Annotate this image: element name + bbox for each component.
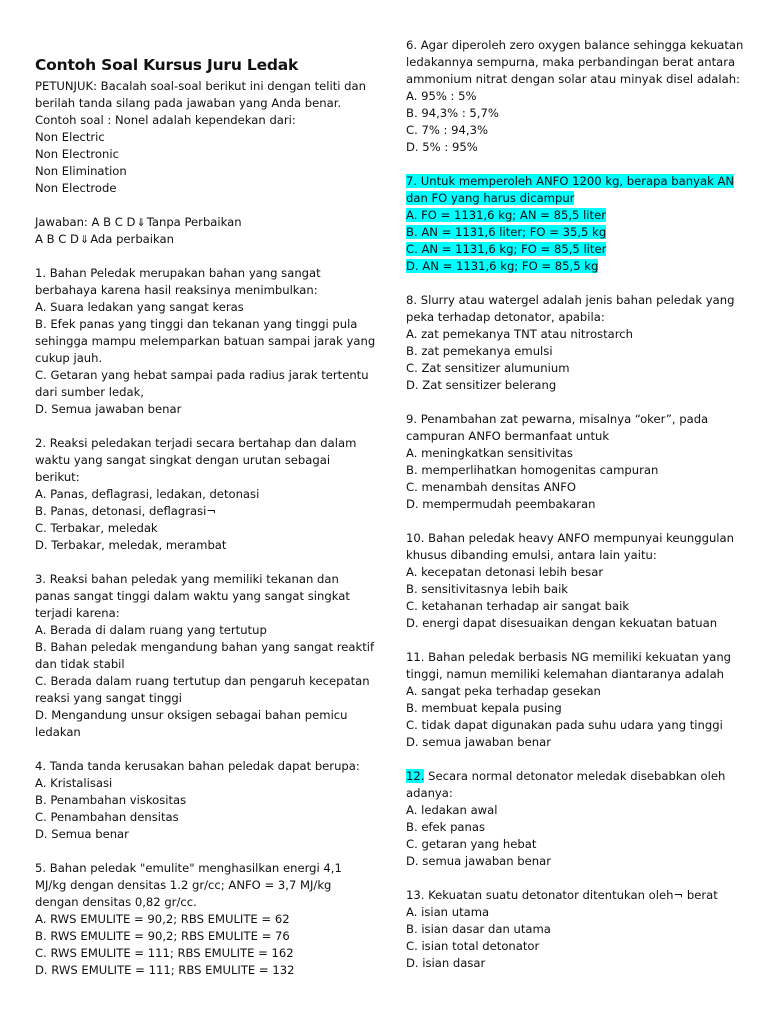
answer-option: A. Suara ledakan yang sangat keras: [35, 300, 244, 314]
answer-option: D. 5% : 95%: [406, 140, 478, 154]
question-6: [406, 37, 756, 156]
answer-option: C. Zat sensitizer alumunium: [406, 361, 570, 375]
answer-option: A. 95% : 5%: [406, 89, 477, 103]
answer-option: D. Semua benar: [35, 827, 129, 841]
answer-option: B. RWS EMULITE = 90,2; RBS EMULITE = 76: [35, 929, 290, 943]
answer-key-suffix: Tanpa Perbaikan: [146, 215, 242, 229]
answer-option: A. kecepatan detonasi lebih besar: [406, 565, 604, 579]
question-stem: 11. Bahan peledak berbasis NG memiliki kekuatan yang: [406, 650, 732, 664]
example-option: Non Elimination: [35, 164, 127, 178]
answer-option: D. Mengandung unsur oksigen sebagai bahan pemicu: [35, 708, 348, 722]
down-arrow-icon: ⇓: [136, 216, 146, 229]
answer-option: C. getaran yang hebat: [406, 837, 537, 851]
question-number-highlighted: 12.: [406, 769, 425, 783]
question-5: [35, 860, 370, 979]
example-question: Contoh soal : Nonel adalah kependekan dari:: [35, 113, 296, 127]
question-11: [406, 649, 756, 751]
question-2: [35, 435, 370, 554]
answer-key-suffix: Ada perbaikan: [90, 232, 174, 246]
example-option: Non Electrode: [35, 181, 117, 195]
answer-option: dan tidak stabil: [35, 657, 125, 671]
question-10: [406, 530, 756, 632]
answer-option: B. 94,3% : 5,7%: [406, 106, 499, 120]
answer-option: C. Getaran yang hebat sampai pada radius jarak tertentu: [35, 368, 369, 382]
answer-option: sehingga mampu melemparkan batuan sampai jarak yang: [35, 334, 376, 348]
answer-option: A. Kristalisasi: [35, 776, 113, 790]
answer-option: C. RWS EMULITE = 111; RBS EMULITE = 162: [35, 946, 294, 960]
answer-option: cukup jauh.: [35, 351, 103, 365]
answer-option: A. RWS EMULITE = 90,2; RBS EMULITE = 62: [35, 912, 290, 926]
answer-key-line: [35, 214, 370, 231]
question-7-highlighted: [406, 173, 756, 275]
instruction-line: PETUNJUK: Bacalah soal-soal berikut ini dengan teliti dan: [35, 79, 366, 93]
question-stem: 3. Reaksi bahan peledak yang memiliki tekanan dan: [35, 572, 339, 586]
question-stem: waktu yang sangat singkat dengan urutan sebagai: [35, 453, 331, 467]
question-stem: 2. Reaksi peledakan terjadi secara bertahap dan dalam: [35, 436, 357, 450]
answer-option: B. efek panas: [406, 820, 486, 834]
answer-option: A. isian utama: [406, 905, 490, 919]
question-stem: 8. Slurry atau watergel adalah jenis bahan peledak yang: [406, 293, 735, 307]
question-stem: 9. Penambahan zat pewarna, misalnya “oker”, pada: [406, 412, 709, 426]
answer-option: A. zat pemekanya TNT atau nitrostarch: [406, 327, 634, 341]
answer-option: A. ledakan awal: [406, 803, 498, 817]
answer-option: C. AN = 1131,6 kg; FO = 85,5 liter: [406, 242, 607, 256]
answer-option: C. tidak dapat digunakan pada suhu udara yang tinggi: [406, 718, 723, 732]
answer-option: ledakan: [35, 725, 81, 739]
answer-option: D. RWS EMULITE = 111; RBS EMULITE = 132: [35, 963, 295, 977]
question-stem: MJ/kg dengan densitas 1.2 gr/cc; ANFO = 3,7 MJ/kg: [35, 878, 332, 892]
answer-option: C. menambah densitas ANFO: [406, 480, 577, 494]
answer-option: C. ketahanan terhadap air sangat baik: [406, 599, 630, 613]
answer-option: D. mempermudah peembakaran: [406, 497, 596, 511]
answer-option: D. semua jawaban benar: [406, 735, 552, 749]
answer-option: B. isian dasar dan utama: [406, 922, 551, 936]
answer-option: B. Penambahan viskositas: [35, 793, 187, 807]
answer-option: C. isian total detonator: [406, 939, 540, 953]
answer-option: D. Terbakar, meledak, merambat: [35, 538, 227, 552]
answer-option: dari sumber ledak,: [35, 385, 144, 399]
question-stem: 6. Agar diperoleh zero oxygen balance sehingga kekuatan: [406, 38, 744, 52]
question-8: [406, 292, 756, 394]
answer-option: reaksi yang sangat tinggi: [35, 691, 183, 705]
question-stem: panas sangat tinggi dalam waktu yang sangat singkat: [35, 589, 350, 603]
answer-option: D. Semua jawaban benar: [35, 402, 182, 416]
answer-option: B. zat pemekanya emulsi: [406, 344, 553, 358]
answer-option: B. membuat kepala pusing: [406, 701, 562, 715]
question-stem: ammonium nitrat dengan solar atau minyak disel adalah:: [406, 72, 740, 86]
question-stem: dengan densitas 0,82 gr/cc.: [35, 895, 197, 909]
question-stem: terjadi karena:: [35, 606, 120, 620]
example-option: Non Electronic: [35, 147, 119, 161]
question-12: [406, 768, 756, 870]
answer-option: A. sangat peka terhadap gesekan: [406, 684, 601, 698]
question-stem: 10. Bahan peledak heavy ANFO mempunyai keunggulan: [406, 531, 734, 545]
answer-option: D. AN = 1131,6 kg; FO = 85,5 kg: [406, 259, 599, 273]
right-column: [406, 37, 756, 989]
question-stem: 7. Untuk memperoleh ANFO 1200 kg, berapa banyak AN: [406, 174, 735, 188]
question-stem: berbahaya karena hasil reaksinya menimbulkan:: [35, 283, 318, 297]
answer-option: B. AN = 1131,6 liter; FO = 35,5 kg: [406, 225, 607, 239]
answer-option: D. semua jawaban benar: [406, 854, 552, 868]
question-stem: peka terhadap detonator, apabila:: [406, 310, 605, 324]
answer-option: C. Berada dalam ruang tertutup dan pengaruh kecepatan: [35, 674, 370, 688]
question-stem: 5. Bahan peledak "emulite" menghasilkan energi 4,1: [35, 861, 342, 875]
answer-option: B. Bahan peledak mengandung bahan yang sangat reaktif: [35, 640, 375, 654]
instruction-line: berilah tanda silang pada jawaban yang Anda benar.: [35, 96, 342, 110]
left-column: [35, 55, 376, 996]
answer-option: B. memperlihatkan homogenitas campuran: [406, 463, 659, 477]
question-stem: 4. Tanda tanda kerusakan bahan peledak dapat berupa:: [35, 759, 360, 773]
question-stem: 1. Bahan Peledak merupakan bahan yang sangat: [35, 266, 321, 280]
answer-option: A. Berada di dalam ruang yang tertutup: [35, 623, 267, 637]
answer-option: B. Efek panas yang tinggi dan tekanan yang tinggi pula: [35, 317, 358, 331]
answer-option: A. FO = 1131,6 kg; AN = 85,5 liter: [406, 208, 606, 222]
answer-key-prefix: Jawaban: A B C D: [35, 215, 136, 229]
answer-key-line: [35, 231, 370, 248]
question-stem: Secara normal detonator meledak disebabkan oleh: [424, 769, 726, 783]
answer-option: D. energi dapat disesuaikan dengan kekuatan batuan: [406, 616, 718, 630]
answer-option: C. Penambahan densitas: [35, 810, 179, 824]
answer-option: A. Panas, deflagrasi, ledakan, detonasi: [35, 487, 260, 501]
example-option: Non Electric: [35, 130, 105, 144]
page-title: Contoh Soal Kursus Juru Ledak: [35, 56, 299, 74]
answer-option: D. Zat sensitizer belerang: [406, 378, 557, 392]
question-13: [406, 887, 756, 972]
question-stem: dan FO yang harus dicampur: [406, 191, 575, 205]
question-stem: ledakannya sempurna, maka perbandingan berat antara: [406, 55, 736, 69]
question-stem: khusus dibanding emulsi, antara lain yaitu:: [406, 548, 657, 562]
answer-option: B. sensitivitasnya lebih baik: [406, 582, 569, 596]
question-stem: berikut:: [35, 470, 80, 484]
question-1: [35, 265, 376, 418]
answer-option: A. meningkatkan sensitivitas: [406, 446, 573, 460]
question-stem: campuran ANFO bermanfaat untuk: [406, 429, 610, 443]
question-3: [35, 571, 375, 741]
answer-option: C. 7% : 94,3%: [406, 123, 488, 137]
down-arrow-icon: ⇓: [79, 233, 90, 246]
question-stem: adanya:: [406, 786, 453, 800]
answer-key-prefix: A B C D: [35, 232, 79, 246]
answer-option: B. Panas, detonasi, deflagrasi¬: [35, 504, 217, 518]
answer-option: C. Terbakar, meledak: [35, 521, 158, 535]
question-stem: 13. Kekuatan suatu detonator ditentukan oleh¬ berat: [406, 888, 718, 902]
question-9: [406, 411, 756, 513]
question-stem: tinggi, namun memiliki kelemahan diantaranya adalah: [406, 667, 725, 681]
question-4: [35, 758, 370, 843]
answer-option: D. isian dasar: [406, 956, 486, 970]
